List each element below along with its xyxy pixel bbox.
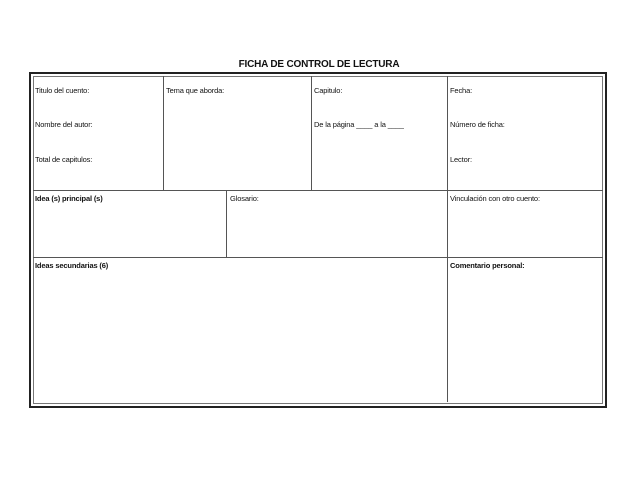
label-lector: Lector: (450, 155, 472, 164)
label-total-capitulos: Total de capitulos: (35, 155, 93, 164)
form-table (29, 72, 607, 408)
cell-idea-principal[interactable] (33, 191, 227, 258)
cell-cuento-info[interactable] (33, 76, 164, 191)
cell-capitulo[interactable] (312, 76, 448, 191)
label-pagina-rango: De la página ____ a la ____ (314, 120, 404, 129)
cell-glosario[interactable] (227, 191, 448, 258)
label-tema-aborda: Tema que aborda: (166, 86, 225, 95)
label-capitulo: Capitulo: (314, 86, 343, 95)
cell-ideas-secundarias[interactable] (33, 258, 448, 402)
page-title: FICHA DE CONTROL DE LECTURA (238, 59, 400, 70)
label-idea-principal: Idea (s) principal (s) (35, 194, 103, 203)
label-fecha: Fecha: (450, 86, 473, 95)
label-glosario: Glosario: (230, 194, 259, 203)
cell-vinculacion[interactable] (448, 191, 603, 258)
label-vinculacion: Vinculación con otro cuento: (450, 194, 540, 203)
label-ideas-secundarias: Ideas secundarias (6) (35, 261, 109, 270)
cell-ficha-info[interactable] (448, 76, 603, 191)
label-nombre-autor: Nombre del autor: (35, 120, 93, 129)
label-titulo-cuento: Titulo del cuento: (35, 86, 90, 95)
cell-comentario-personal[interactable] (448, 258, 603, 402)
label-numero-ficha: Número de ficha: (450, 120, 505, 129)
cell-tema[interactable] (164, 76, 312, 191)
label-comentario-personal: Comentario personal: (450, 261, 525, 270)
